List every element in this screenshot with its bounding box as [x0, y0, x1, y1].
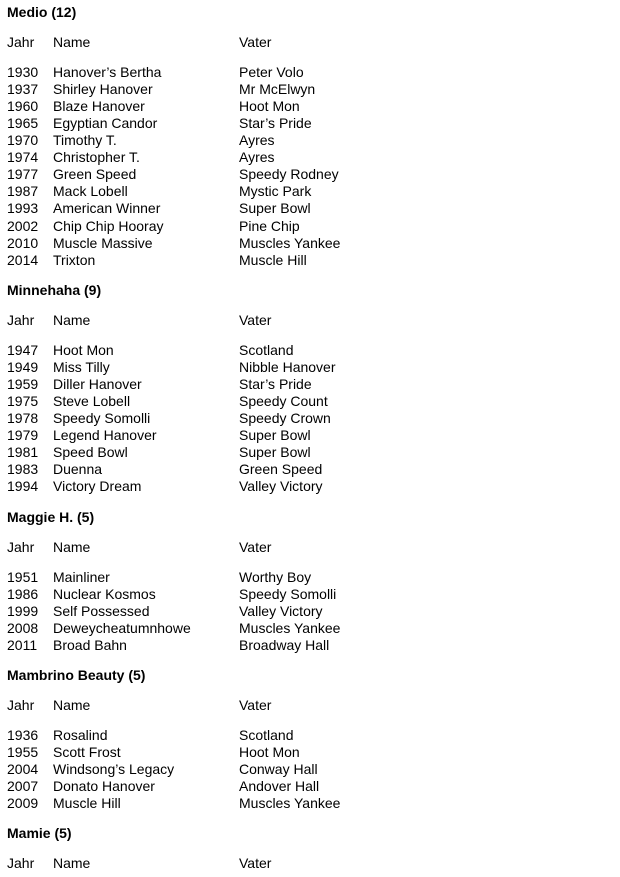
column-header-sire: Vater — [239, 539, 272, 555]
row-year: 1986 — [7, 586, 39, 602]
row-name: Deweycheatumnhowe — [53, 620, 191, 637]
row-year: 1930 — [7, 64, 39, 80]
column-header-year: Jahr — [7, 855, 35, 871]
row-year: 2014 — [7, 251, 39, 268]
table-row — [0, 568, 620, 586]
row-name: Green Speed — [53, 166, 137, 183]
table-row — [0, 760, 620, 778]
row-year: 1951 — [7, 569, 39, 585]
row-sire: Muscles Yankee — [239, 620, 341, 637]
table-row — [0, 217, 620, 235]
table-row — [0, 794, 620, 812]
table-row — [0, 585, 620, 603]
row-year: 1999 — [7, 603, 39, 620]
row-sire: Peter Volo — [239, 64, 304, 80]
row-year: 1955 — [7, 744, 39, 760]
table-row — [0, 777, 620, 795]
row-name: Mack Lobell — [53, 183, 128, 200]
row-name: Blaze Hanover — [53, 98, 145, 115]
row-year: 2009 — [7, 795, 39, 812]
column-header-row — [0, 33, 620, 51]
row-year: 2010 — [7, 234, 39, 251]
row-sire: Andover Hall — [239, 778, 320, 795]
row-sire: Super Bowl — [239, 444, 311, 461]
table-row — [0, 251, 620, 269]
table-row — [0, 97, 620, 115]
row-year: 1975 — [7, 393, 39, 410]
row-name: Hoot Mon — [53, 342, 114, 358]
row-sire: Conway Hall — [239, 761, 318, 778]
row-sire: Speedy Rodney — [239, 166, 339, 183]
column-header-name: Name — [53, 34, 91, 50]
row-year: 2008 — [7, 620, 39, 637]
table-row — [0, 426, 620, 444]
table-row — [0, 443, 620, 461]
row-name: Broad Bahn — [53, 637, 127, 654]
row-name: Mainliner — [53, 569, 110, 585]
row-sire: Hoot Mon — [239, 744, 300, 760]
row-name: Trixton — [53, 251, 96, 268]
row-sire: Mr McElwyn — [239, 81, 316, 97]
section-title: Medio (12) — [7, 4, 77, 20]
row-name: Duenna — [53, 461, 103, 478]
table-row — [0, 392, 620, 410]
row-year: 2004 — [7, 761, 39, 778]
row-year: 1983 — [7, 461, 39, 478]
row-sire: Star’s Pride — [239, 376, 312, 393]
row-sire: Muscles Yankee — [239, 234, 341, 251]
row-year: 2002 — [7, 217, 39, 234]
row-name: Chip Chip Hooray — [53, 217, 164, 234]
table-row — [0, 358, 620, 376]
row-sire: Super Bowl — [239, 427, 311, 444]
row-sire: Ayres — [239, 149, 275, 166]
row-year: 1979 — [7, 427, 39, 444]
column-header-sire: Vater — [239, 312, 272, 328]
row-sire: Star’s Pride — [239, 115, 312, 132]
row-year: 1965 — [7, 115, 39, 132]
row-name: Donato Hanover — [53, 778, 155, 795]
section-title: Mamie (5) — [7, 825, 72, 841]
table-row — [0, 409, 620, 427]
section-title: Maggie H. (5) — [7, 509, 95, 525]
column-header-sire: Vater — [239, 855, 272, 871]
row-name: Rosalind — [53, 727, 108, 743]
table-row — [0, 148, 620, 166]
row-year: 1974 — [7, 149, 39, 166]
row-year: 1970 — [7, 132, 39, 149]
row-name: Windsong’s Legacy — [53, 761, 175, 778]
row-year: 1937 — [7, 81, 39, 97]
row-sire: Ayres — [239, 132, 275, 149]
column-header-year: Jahr — [7, 34, 35, 50]
table-row — [0, 477, 620, 495]
row-sire: Speedy Crown — [239, 410, 331, 427]
row-year: 1993 — [7, 200, 39, 217]
table-row — [0, 63, 620, 81]
row-name: Egyptian Candor — [53, 115, 158, 132]
row-name: Diller Hanover — [53, 376, 142, 393]
row-name: Nuclear Kosmos — [53, 586, 156, 602]
row-name: Victory Dream — [53, 478, 142, 495]
row-name: Hanover’s Bertha — [53, 64, 162, 80]
row-name: Timothy T. — [53, 132, 117, 149]
table-row — [0, 341, 620, 359]
table-row — [0, 234, 620, 252]
row-year: 1960 — [7, 98, 39, 115]
column-header-name: Name — [53, 539, 91, 555]
row-sire: Worthy Boy — [239, 569, 312, 585]
column-header-name: Name — [53, 697, 91, 713]
row-sire: Valley Victory — [239, 603, 323, 620]
table-row — [0, 131, 620, 149]
row-name: Legend Hanover — [53, 427, 157, 444]
table-row — [0, 460, 620, 478]
table-row — [0, 743, 620, 761]
table-row — [0, 602, 620, 620]
column-header-year: Jahr — [7, 697, 35, 713]
row-sire: Broadway Hall — [239, 637, 330, 654]
column-header-row — [0, 854, 620, 872]
column-header-year: Jahr — [7, 312, 35, 328]
row-name: Steve Lobell — [53, 393, 131, 410]
row-sire: Speedy Count — [239, 393, 328, 410]
row-sire: Muscles Yankee — [239, 795, 341, 812]
table-row — [0, 726, 620, 744]
row-name: American Winner — [53, 200, 161, 217]
row-year: 2007 — [7, 778, 39, 795]
row-sire: Valley Victory — [239, 478, 323, 495]
row-sire: Green Speed — [239, 461, 323, 478]
column-header-row — [0, 311, 620, 329]
row-year: 1978 — [7, 410, 39, 427]
row-sire: Scotland — [239, 342, 294, 358]
column-header-sire: Vater — [239, 697, 272, 713]
section-title: Mambrino Beauty (5) — [7, 667, 146, 683]
table-row — [0, 199, 620, 217]
column-header-name: Name — [53, 312, 91, 328]
table-row — [0, 165, 620, 183]
row-sire: Scotland — [239, 727, 294, 743]
row-year: 1959 — [7, 376, 39, 393]
row-name: Scott Frost — [53, 744, 121, 760]
row-year: 1947 — [7, 342, 39, 358]
row-name: Christopher T. — [53, 149, 140, 166]
row-name: Speedy Somolli — [53, 410, 151, 427]
row-year: 1981 — [7, 444, 39, 461]
row-name: Muscle Massive — [53, 234, 153, 251]
row-year: 2011 — [7, 637, 38, 654]
row-year: 1936 — [7, 727, 39, 743]
row-sire: Muscle Hill — [239, 251, 307, 268]
row-name: Self Possessed — [53, 603, 150, 620]
row-sire: Speedy Somolli — [239, 586, 337, 602]
column-header-sire: Vater — [239, 34, 272, 50]
row-sire: Hoot Mon — [239, 98, 300, 115]
column-header-row — [0, 538, 620, 556]
column-header-name: Name — [53, 855, 91, 871]
row-name: Muscle Hill — [53, 795, 121, 812]
row-sire: Super Bowl — [239, 200, 311, 217]
row-name: Miss Tilly — [53, 359, 110, 375]
row-name: Speed Bowl — [53, 444, 128, 461]
table-row — [0, 114, 620, 132]
row-year: 1994 — [7, 478, 39, 495]
row-name: Shirley Hanover — [53, 81, 153, 97]
section-title: Minnehaha (9) — [7, 282, 102, 298]
row-year: 1987 — [7, 183, 39, 200]
table-row — [0, 375, 620, 393]
table-row — [0, 619, 620, 637]
row-sire: Pine Chip — [239, 217, 300, 234]
row-sire: Nibble Hanover — [239, 359, 336, 375]
row-sire: Mystic Park — [239, 183, 312, 200]
row-year: 1949 — [7, 359, 39, 375]
column-header-year: Jahr — [7, 539, 35, 555]
table-row — [0, 182, 620, 200]
table-row — [0, 80, 620, 98]
row-year: 1977 — [7, 166, 39, 183]
column-header-row — [0, 696, 620, 714]
table-row — [0, 636, 620, 654]
